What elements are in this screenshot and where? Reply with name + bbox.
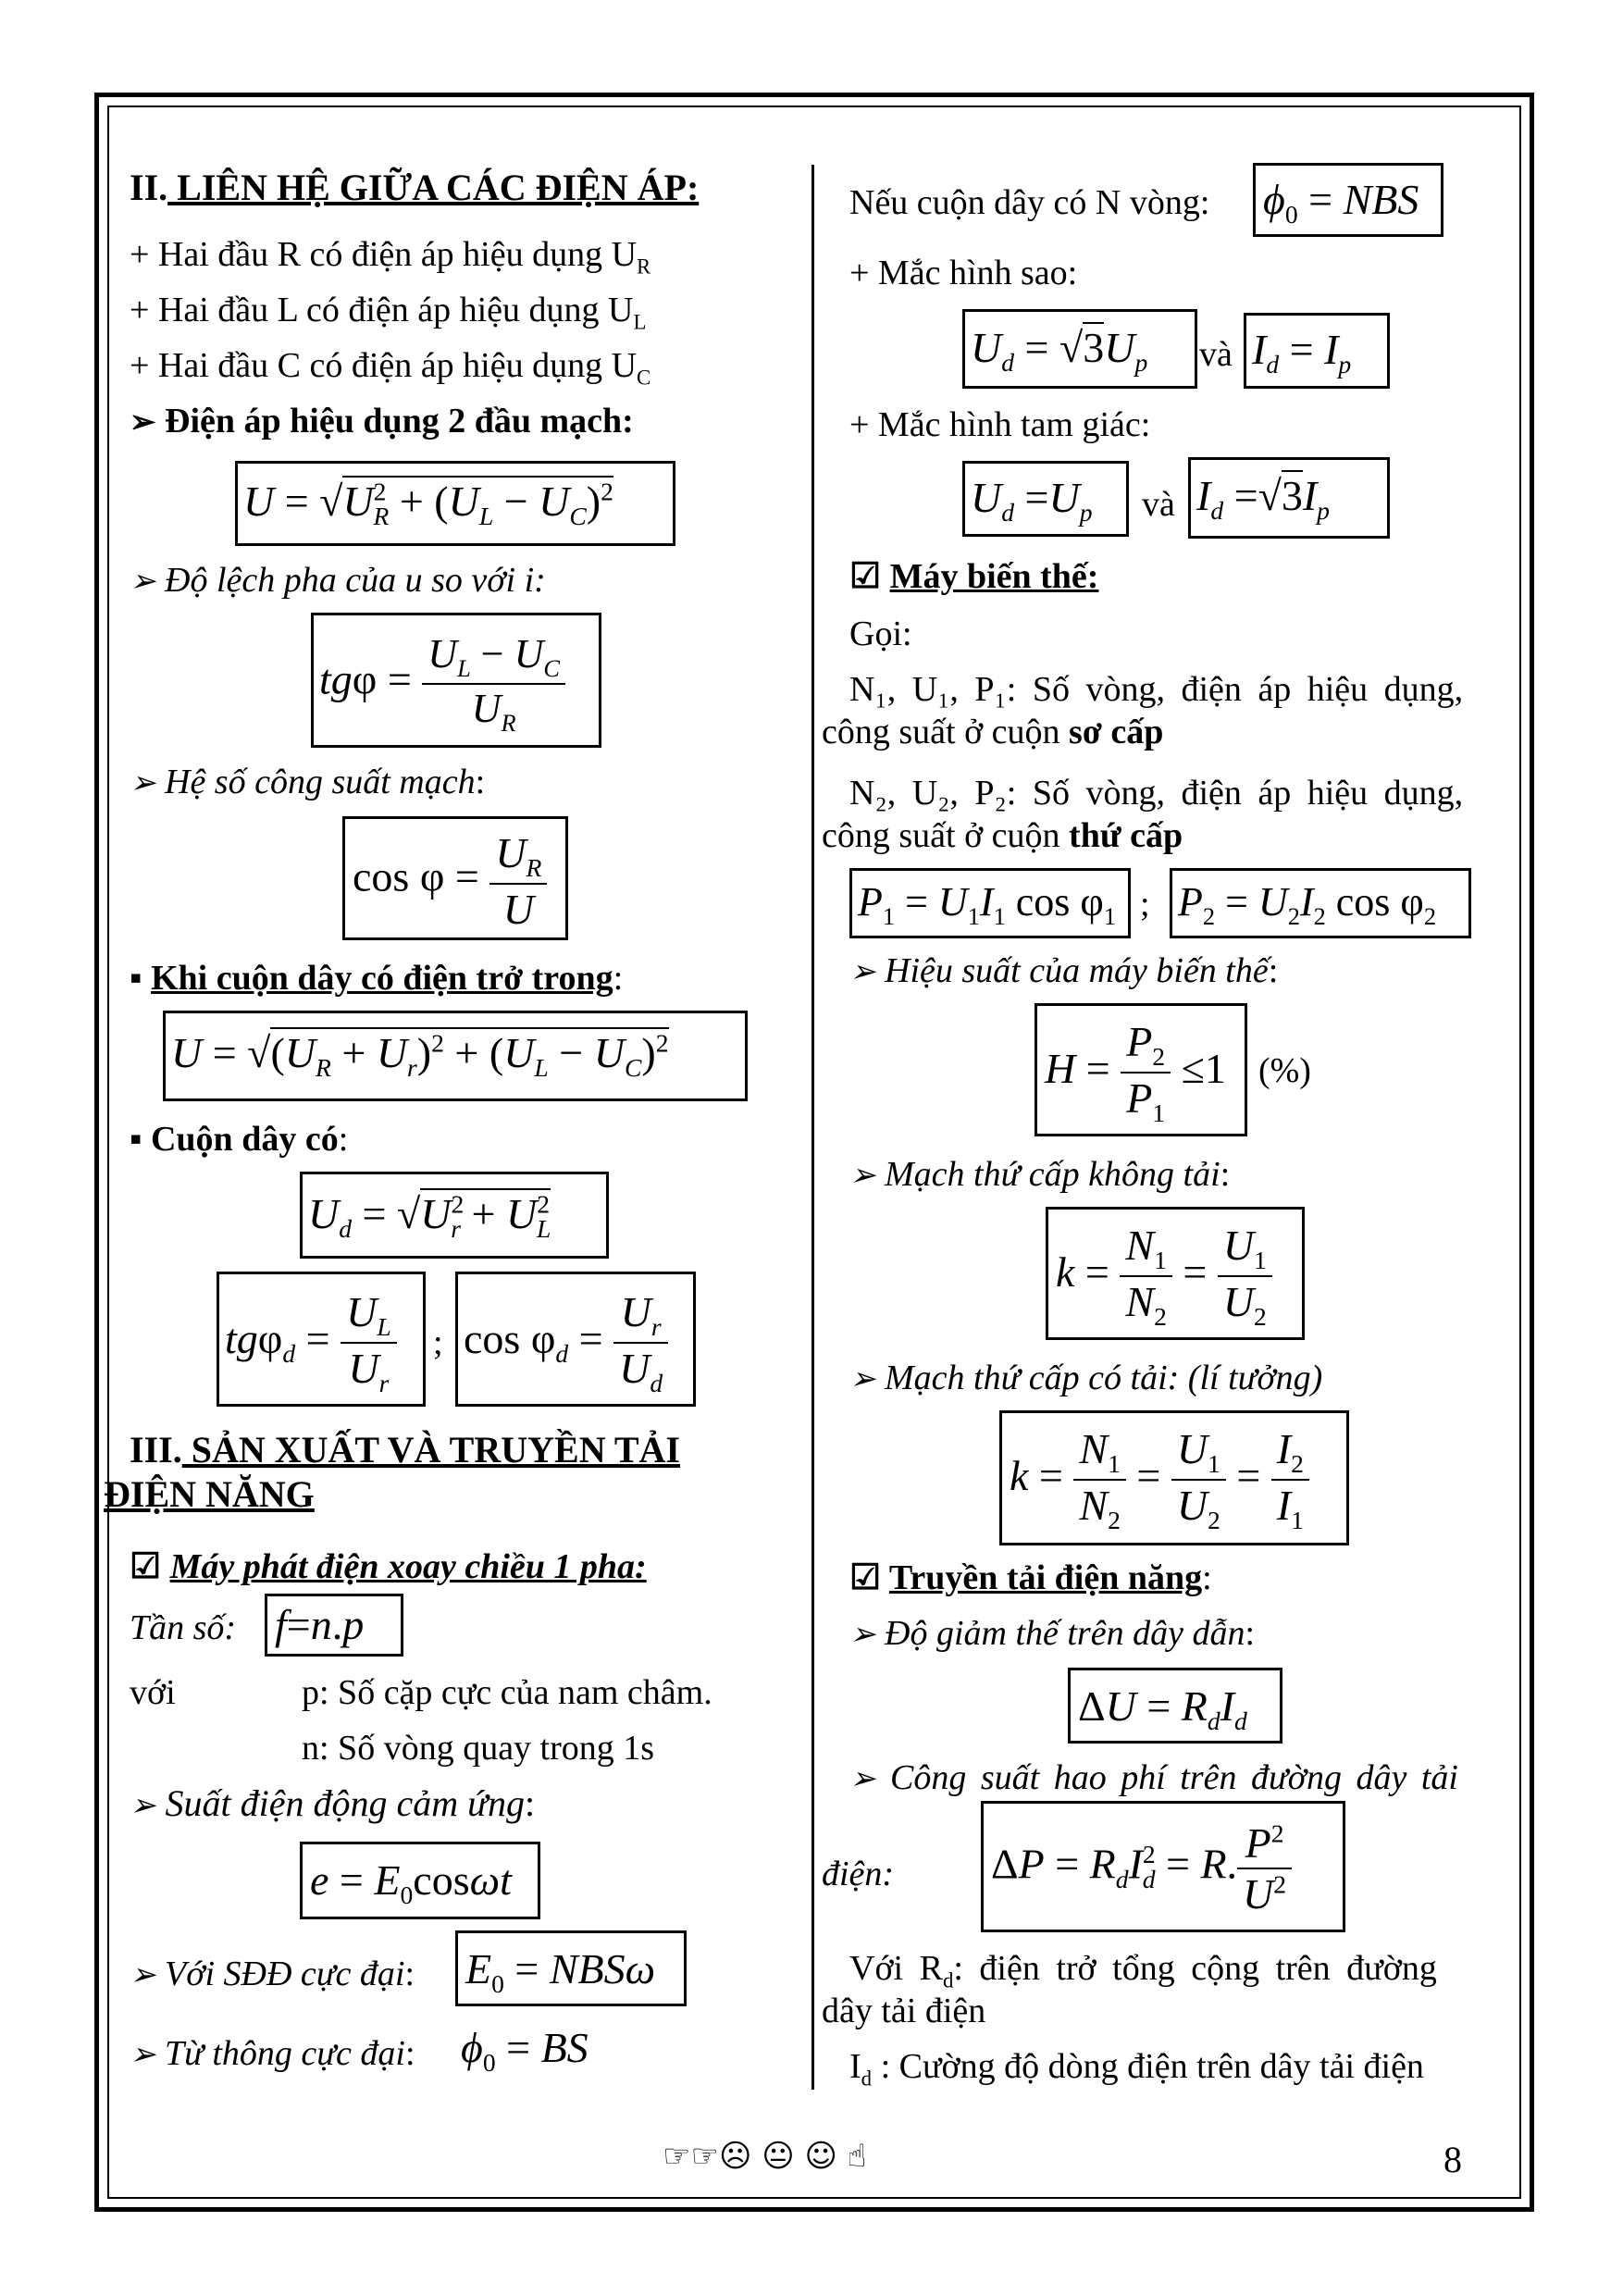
transformer-heading: ☑ Máy biến thế: (849, 557, 1099, 596)
rms-heading: ➢ Điện áp hiệu dụng 2 đầu mạch: (130, 402, 634, 441)
arrow-icon: ➢ (130, 565, 156, 599)
load-heading: ➢ Mạch thứ cấp có tải: (lí tưởng) (849, 1359, 1323, 1397)
formula-phi0-nbs: $\phi_0$ = NBS (1253, 163, 1443, 237)
voltage-drop-heading: ➢ Độ giảm thế trên dây dẫn: (849, 1614, 1256, 1653)
formula-delta-u: $\Delta U = R_dI_d$ (1068, 1668, 1282, 1744)
arrow-icon: ➢ (849, 1618, 876, 1652)
max-flux-label: ➢ Từ thông cực đại: (130, 2034, 415, 2073)
checkbox-icon: ☑ (849, 1558, 882, 1597)
and-label-1: và (1199, 335, 1233, 374)
coil-semicolon: ; (433, 1323, 443, 1362)
id-line: $I_d$ : Cường độ dòng điện trên dây tải điện (849, 2047, 1424, 2091)
section3-title-line1: III. SẢN XUẤT VÀ TRUYỀN TẢI (130, 1429, 680, 1471)
loss-heading: ➢ Công suất hao phí trên đường dây tải (849, 1758, 1458, 1797)
uc-line: + Hai đầu C có điện áp hiệu dụng $U_C$ (130, 346, 651, 390)
pf-heading: ➢ Hệ số công suất mạch: (130, 763, 486, 801)
formula-ud: $U_d = √U^2_r + U^2_L$ (300, 1172, 609, 1259)
formula-emf: $e = E_0\cos\omega t$ (300, 1842, 540, 1919)
primary-line2: công suất ở cuộn sơ cấp (822, 713, 1164, 751)
formula-triangle-ud: $U_d =U_p$ (962, 461, 1129, 537)
formula-k-no-load: k = $\frac{N_1}{N_2}$ = $\frac{U_1}{U_2}$ (1046, 1207, 1305, 1340)
formula-u-total: $U = √U^2_R + (U_L - U_C)^2$ (235, 461, 675, 546)
section2-title: II. LIÊN HỆ GIỮA CÁC ĐIỆN ÁP: (130, 167, 700, 208)
formula-k-load: k = $\frac{N_1}{N_2}$ = $\frac{U_1}{U_2}$ = $\frac{I_2}{I_1}$ (999, 1410, 1349, 1545)
internal-r-heading: ▪ Khi cuộn dây có điện trở trong: (130, 959, 624, 998)
and-label-2: và (1142, 485, 1175, 524)
secondary-line1: N₂, U₂, P₂: Số vòng, điện áp hiệu dụng, (849, 774, 1464, 813)
formula-star-ud: $U_d = √3U_p$ (962, 309, 1197, 389)
n-turns-label: Nếu cuộn dây có N vòng: (849, 183, 1210, 222)
arrow-icon: ➢ (130, 766, 156, 800)
formula-frequency: f=n.p (265, 1594, 403, 1657)
formula-phi0-bs: $\phi_0$ = BS (461, 2024, 588, 2078)
formula-tg-phi: tgφ = $\frac{U_L - U_C}{U_R}$ (311, 613, 601, 748)
triangle-label: + Mắc hình tam giác: (849, 405, 1151, 444)
formula-efficiency: H = $\frac{P_2}{P_1}$ ≤1 (1035, 1003, 1247, 1136)
efficiency-heading: ➢ Hiệu suất của máy biến thế: (849, 951, 1279, 990)
call-label: Gọi: (849, 614, 912, 653)
formula-delta-p: $\Delta P = R_dI^2_d = R$. $\frac{P^2}{U^2}$ (981, 1801, 1345, 1932)
phase-heading: ➢ Độ lệch pha của u so với i: (130, 561, 546, 600)
formula-star-id: $I_d = I_p$ (1244, 313, 1390, 389)
arrow-icon: ➢ (849, 1362, 876, 1396)
loss-heading-2: điện: (822, 1855, 895, 1893)
footer-icons: ☞☞☹ 😐 ☺ ☝ (663, 2138, 867, 2175)
checkbox-icon: ☑ (130, 1547, 162, 1586)
with-label: với (130, 1673, 176, 1712)
max-emf-label: ➢ Với SĐĐ cực đại: (130, 1955, 415, 1993)
percent-label: (%) (1258, 1051, 1311, 1090)
power-separator: ; (1140, 885, 1150, 924)
n-description: n: Số vòng quay trong 1s (302, 1729, 655, 1768)
secondary-line2: công suất ở cuộn thứ cấp (822, 816, 1183, 855)
rd-line1: Với $R_d$: điện trở tổng cộng trên đường (849, 1949, 1437, 1992)
p-description: p: Số cặp cực của nam châm. (302, 1673, 712, 1712)
transmission-heading: ☑ Truyền tải điện năng: (849, 1558, 1212, 1597)
formula-p1: $P_1 = U_1I_1$ $\cos \varphi_1$ (849, 868, 1131, 938)
arrow-icon: ➢ (849, 1159, 876, 1193)
primary-line1: N₁, U₁, P₁: Số vòng, điện áp hiệu dụng, (849, 670, 1464, 709)
ul-line: + Hai đầu L có điện áp hiệu dụng $U_L$ (130, 291, 647, 334)
checkbox-icon: ☑ (849, 557, 882, 596)
formula-cos-phid: $\cos \varphi_d$ = $\frac{U_r}{U_d}$ (455, 1272, 696, 1407)
section3-title-line2: ĐIỆN NĂNG (104, 1473, 315, 1515)
formula-e0: $E_0 = NBS\omega$ (455, 1930, 687, 2006)
formula-u-internal-r: $U = √(U_R + U_r)^2 + (U_L - U_C)^2$ (163, 1011, 748, 1101)
arrow-icon: ➢ (130, 1789, 156, 1823)
freq-label: Tần số: (130, 1608, 237, 1647)
coil-heading: ▪ Cuộn dây có: (130, 1120, 349, 1159)
column-divider (812, 165, 814, 2090)
formula-p2: $P_2 = U_2I_2$ $\cos \varphi_2$ (1170, 868, 1471, 938)
arrow-icon: ➢ (130, 2038, 156, 2072)
no-load-heading: ➢ Mạch thứ cấp không tải: (849, 1155, 1231, 1194)
star-label: + Mắc hình sao: (849, 254, 1078, 292)
arrow-icon: ➢ (849, 955, 876, 989)
page-number: 8 (1443, 2139, 1462, 2180)
formula-triangle-id: $I_d =√3I_p$ (1188, 457, 1390, 539)
rd-line2: dây tải điện (822, 1992, 986, 2030)
arrow-icon: ➢ (130, 1958, 156, 1992)
emf-heading: ➢ Suất điện động cảm ứng: (130, 1782, 536, 1824)
ur-line: + Hai đầu R có điện áp hiệu dụng $U_R$ (130, 235, 651, 279)
generator-heading: ☑ Máy phát điện xoay chiều 1 pha: (130, 1547, 647, 1586)
arrow-icon: ➢ (849, 1762, 876, 1796)
formula-cos-phi: cos φ = $\frac{U_R}{U}$ (342, 816, 568, 940)
arrow-icon: ➢ (130, 405, 156, 440)
formula-tg-phid: tgφ$_d$ = $\frac{U_L}{U_r}$ (217, 1272, 426, 1407)
